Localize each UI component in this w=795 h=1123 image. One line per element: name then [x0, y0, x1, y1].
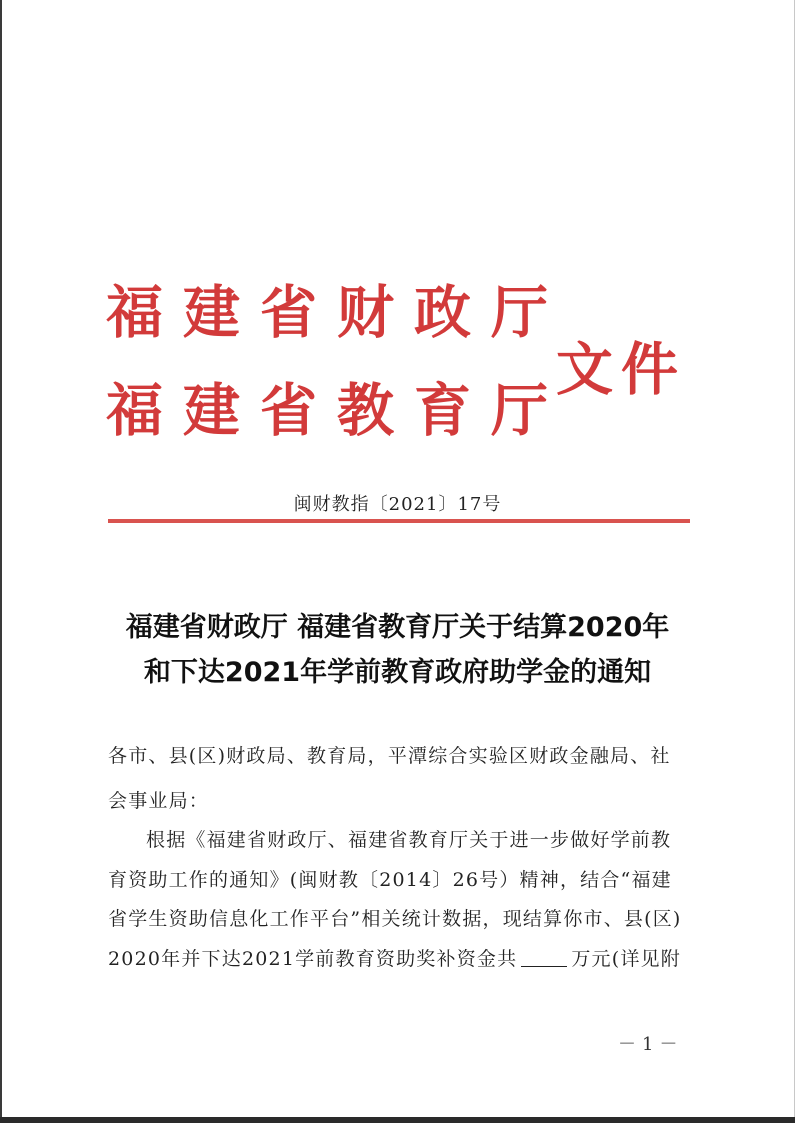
issuer-finance-dept: 福建省财政厅 [106, 279, 568, 346]
scan-left-edge [0, 0, 2, 1123]
paragraph-line-1: 根据《福建省财政厅、福建省教育厅关于进一步做好学前教 [146, 829, 672, 851]
document-label: 文件 [556, 336, 686, 403]
scan-bottom-edge [0, 1117, 795, 1123]
paragraph-line-2: 育资助工作的通知》(闽财教〔2014〕26号）精神，结合“福建 [108, 869, 672, 891]
paragraph-line-4 [108, 948, 690, 970]
addressee-line-1: 各市、县(区)财政局、教育局，平潭综合实验区财政金融局、社 [108, 745, 671, 767]
paragraph-line-3: 省学生资助信息化工作平台”相关统计数据，现结算你市、县(区) [108, 908, 682, 930]
red-divider-line [108, 519, 690, 523]
paragraph-line-4-after-blank: 万元(详见附 [571, 948, 681, 970]
document-number: 闽财教指〔2021〕17号 [293, 494, 502, 515]
page-number: －1－ [618, 1034, 684, 1055]
addressee-line-2: 会事业局： [108, 790, 210, 812]
issuer-education-dept: 福建省教育厅 [106, 377, 568, 444]
notice-title-line-1: 福建省财政厅 福建省教育厅关于结算2020年 [125, 612, 670, 643]
amount-blank [521, 950, 567, 967]
paragraph-line-4-before-blank: 2020年并下达2021学前教育资助奖补资金共 [108, 948, 518, 970]
notice-title-line-2: 和下达2021年学前教育政府助学金的通知 [143, 657, 652, 688]
